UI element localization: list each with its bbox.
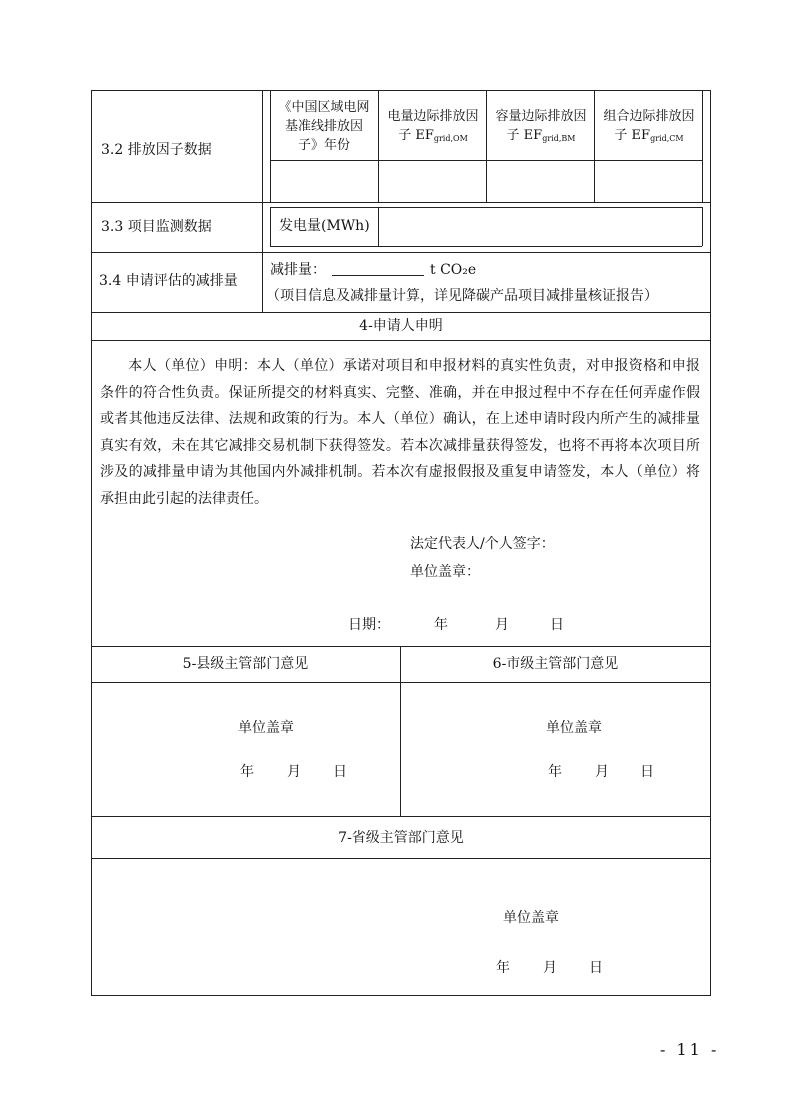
section-7-day: 日: [589, 960, 603, 976]
inner-table-line: [486, 90, 487, 202]
section-6-day: 日: [640, 764, 654, 780]
section-3-2-label: 3.2 排放因子数据: [101, 142, 212, 158]
inner-box-line: [378, 207, 379, 246]
inner-box-line: [270, 207, 702, 208]
row-divider: [91, 340, 711, 341]
row-divider: [91, 858, 711, 859]
reduction-note: （项目信息及减排量计算，详见降碳产品项目减排量核证报告）: [266, 288, 658, 304]
year-column-header: 《中国区域电网基准线排放因子》年份: [278, 100, 370, 153]
inner-table-line: [378, 90, 379, 202]
section-7-title: 7-省级主管部门意见: [338, 830, 464, 846]
section-5-year: 年: [240, 764, 254, 780]
declaration-paragraph: 本人（单位）申明：本人（单位）承诺对项目和申报材料的真实性负责，对申报资格和申报条件的符合性负责。保证所提交的材料真实、完整、准确，并在申报过程中不存在任何弄虚作假或者其他违反法律、法规和政策的行为。本人（单位）确认，在上述申请时段内所产生的减排量真实有效，未在其它减排交易机制下获得签发。若本次减排量获得签发，也将不再将本次项目所涉及的减排量申请为其他国内外减排机制。若本次有虚报假报及重复申请签发，本人（单位）将承担由此引起的法律责任。: [100, 358, 700, 507]
inner-box-line: [270, 207, 271, 246]
bm-factor-header: 容量边际排放因子 $EF_{grid,BM}$: [495, 109, 587, 143]
date-day: 日: [550, 617, 564, 633]
section-6-title: 6-市级主管部门意见: [492, 656, 619, 672]
inner-table-line: [270, 90, 271, 202]
section-5-seal: 单位盖章: [238, 720, 294, 736]
inner-table-line: [702, 90, 703, 202]
page-number: - 11 -: [660, 1040, 720, 1059]
inner-table-line: [270, 202, 702, 203]
section-6-month: 月: [595, 764, 609, 780]
row-divider: [91, 816, 711, 817]
section-3-4-label: 3.4 申请评估的减排量: [99, 273, 238, 289]
power-generation-label: 发电量(MWh): [279, 218, 370, 234]
reduction-amount-line: 减排量： t CO₂e: [270, 262, 477, 278]
section-7-seal: 单位盖章: [503, 910, 559, 926]
section-4-title: 4-申请人申明: [359, 318, 443, 334]
row-divider: [91, 252, 711, 253]
section-5-day: 日: [333, 764, 347, 780]
section-3-3-label: 3.3 项目监测数据: [101, 219, 212, 235]
section-6-year: 年: [548, 764, 562, 780]
inner-box-line: [270, 246, 702, 247]
cm-factor-header: 组合边际排放因子 $EF_{grid,CM}$: [603, 109, 695, 143]
section-5-month: 月: [287, 764, 301, 780]
row-divider: [91, 646, 711, 647]
date-month: 月: [495, 617, 509, 633]
section-7-month: 月: [543, 960, 557, 976]
om-factor-header: 电量边际排放因子 $EF_{grid,OM}$: [387, 109, 479, 143]
date-label: 日期：: [348, 617, 390, 633]
signature-label: 法定代表人/个人签字：: [410, 536, 555, 552]
section-6-seal: 单位盖章: [546, 720, 602, 736]
reduction-amount-field[interactable]: [332, 261, 424, 276]
section-5-title: 5-县级主管部门意见: [182, 656, 309, 672]
inner-box-line: [702, 207, 703, 246]
seal-label: 单位盖章：: [410, 564, 480, 580]
date-year: 年: [434, 617, 448, 633]
row-divider: [91, 682, 711, 683]
section-7-year: 年: [496, 960, 510, 976]
row-divider: [91, 312, 711, 313]
label-column-divider: [262, 90, 263, 312]
inner-table-line: [594, 90, 595, 202]
